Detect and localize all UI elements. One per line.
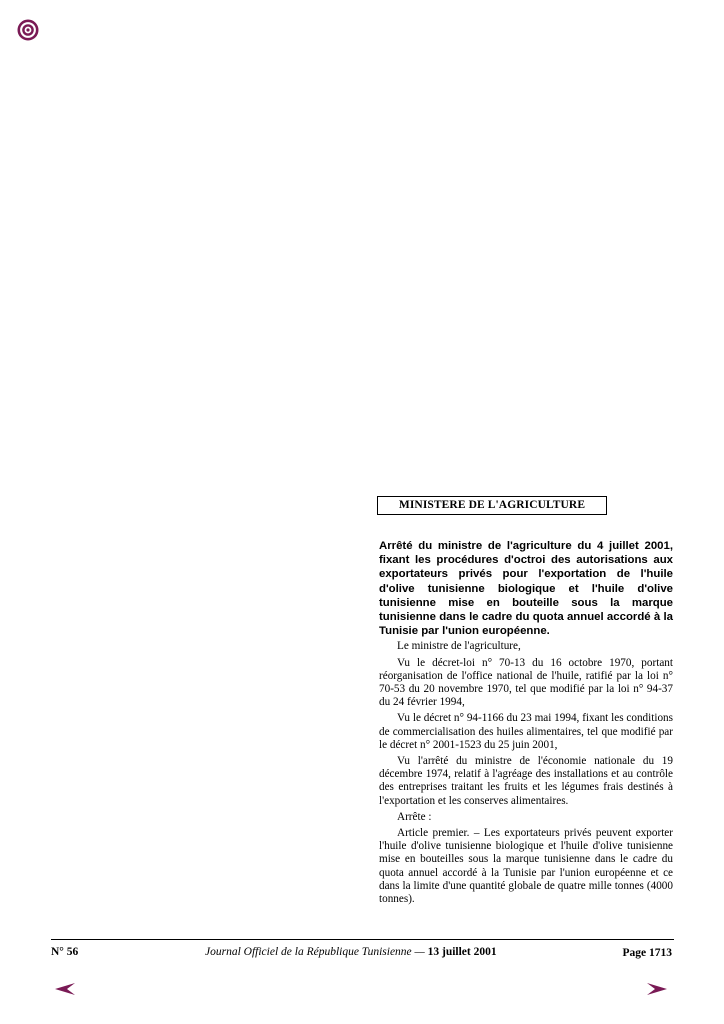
arrow-left-icon[interactable] <box>54 982 76 996</box>
footer-divider <box>51 939 674 940</box>
arrow-right-icon[interactable] <box>646 982 668 996</box>
decree-paragraph: Vu le décret n° 94-1166 du 23 mai 1994, fixant les conditions de commercialisation des huiles alimentaires, tel que modifié par le décret n° 2001-1523 du 25 juin 2001, <box>379 712 673 751</box>
decree-paragraph: Vu le décret-loi n° 70-13 du 16 octobre 1970, portant réorganisation de l'office national de l'huile, ratifié par la loi n° 70-53 du 20 novembre 1970, tel que modifié par la loi n° 94-37 du 24 février 1994, <box>379 656 673 709</box>
decree-paragraph: Article premier. – Les exportateurs privés peuvent exporter l'huile d'olive tunisienne biologique et l'huile d'olive tunisienne mise en bouteilles sous la marque tunisienne dans le cadre du quota annuel accordé à la Tunisie par l'union européenne et ce dans la limite d'une quantité globale de quatre mille tonnes (4000 tonnes). <box>379 827 673 906</box>
journal-title <box>205 946 497 958</box>
ministry-header: MINISTERE DE L'AGRICULTURE <box>377 496 607 515</box>
journal-date: 13 juillet 2001 <box>427 946 497 958</box>
decree-paragraph: Arrête : <box>397 810 432 823</box>
decree-title: Arrêté du ministre de l'agriculture du 4 juillet 2001, fixant les procédures d'octroi des autorisations aux exportateurs privés pour l'exportation de l'huile d'olive tunisienne biologique et l'huile d'olive tunisienne mise en bouteille sous la marque tunisienne dans le cadre du quota annuel accordé à la Tunisie par l'union européenne. <box>379 540 673 638</box>
decree-paragraph: Vu l'arrêté du ministre de l'économie nationale du 19 décembre 1974, relatif à l'agréage des installations et au contrôle des entreprises traitant les fruits et les légumes frais destinés à l'exportation et les conserves alimentaires. <box>379 755 673 807</box>
decree-paragraph: Le ministre de l'agriculture, <box>397 640 521 653</box>
issue-number: N° 56 <box>51 946 79 958</box>
decree-content <box>379 539 673 906</box>
target-icon <box>17 19 39 41</box>
journal-name: Journal Officiel de la République Tunisienne — <box>205 946 425 958</box>
page-number: Page 1713 <box>622 947 672 959</box>
